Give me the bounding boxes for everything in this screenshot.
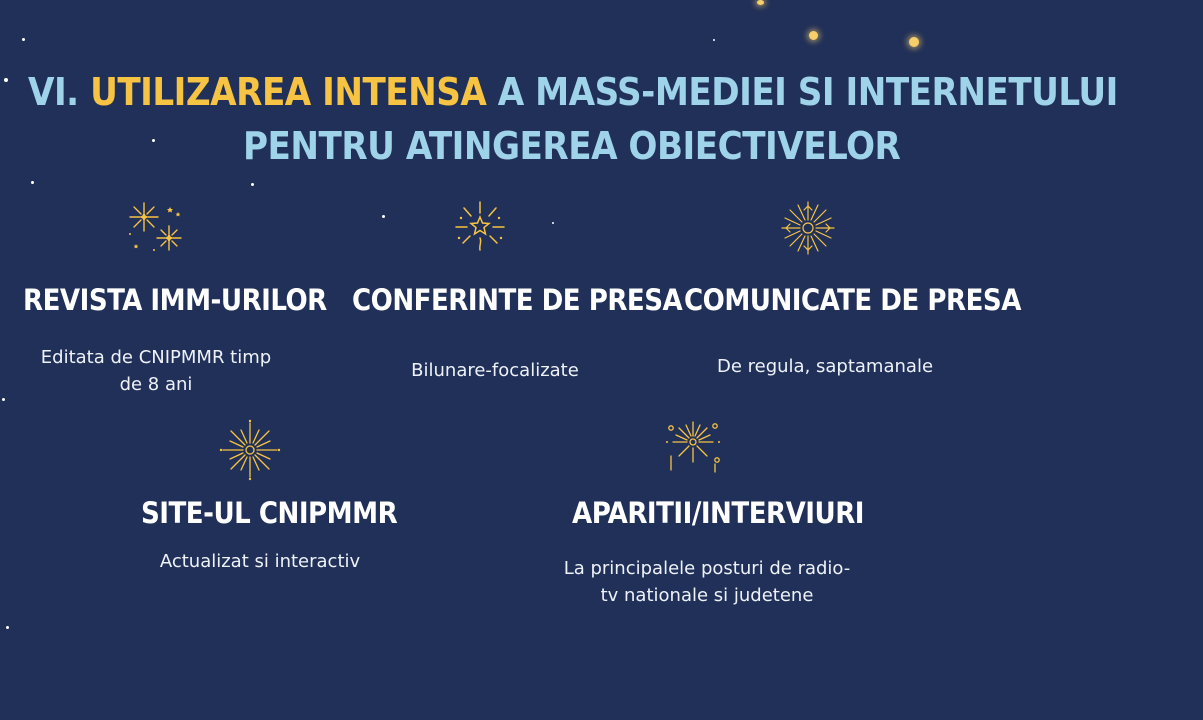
- slide-title-line2: PENTRU ATINGEREA OBIECTIVELOR: [243, 124, 901, 168]
- star-decoration: [757, 0, 764, 5]
- item-description: De regula, saptamanale: [716, 356, 934, 377]
- fireworks-star-icon: [449, 196, 511, 258]
- star-decoration: [382, 215, 385, 218]
- item-heading: REVISTA IMM-URILOR: [23, 283, 327, 317]
- fireworks-icon: [124, 198, 186, 260]
- star-decoration: [4, 78, 8, 82]
- star-decoration: [152, 139, 155, 142]
- star-decoration: [909, 37, 919, 47]
- item-heading: CONFERINTE DE PRESA: [352, 283, 683, 317]
- item-description: Actualizat si interactiv: [159, 551, 361, 572]
- item-description: Bilunare-focalizate: [411, 360, 579, 381]
- item-heading: COMUNICATE DE PRESA: [684, 283, 1021, 317]
- title-highlight: UTILIZAREA INTENSA: [90, 70, 487, 114]
- star-decoration: [809, 31, 818, 40]
- slide-title-line1: [28, 70, 1118, 114]
- star-decoration: [251, 183, 254, 186]
- starburst-icon: [219, 419, 281, 481]
- item-description: Editata de CNIPMMR timp de 8 ani: [40, 347, 272, 395]
- title-rest: A MASS-MEDIEI SI INTERNETULUI: [497, 70, 1118, 114]
- star-decoration: [6, 626, 9, 629]
- snowflake-burst-icon: [777, 197, 839, 259]
- star-decoration: [22, 38, 25, 41]
- star-decoration: [552, 222, 554, 224]
- star-decoration: [2, 398, 5, 401]
- star-decoration: [713, 39, 715, 41]
- item-heading: SITE-UL CNIPMMR: [141, 496, 398, 530]
- item-heading: APARITII/INTERVIURI: [572, 496, 864, 530]
- item-description: La principalele posturi de radio-tv nationale si judetene: [563, 558, 851, 606]
- sparkler-icon: [662, 414, 724, 476]
- star-decoration: [31, 181, 34, 184]
- title-prefix: VI.: [28, 70, 79, 114]
